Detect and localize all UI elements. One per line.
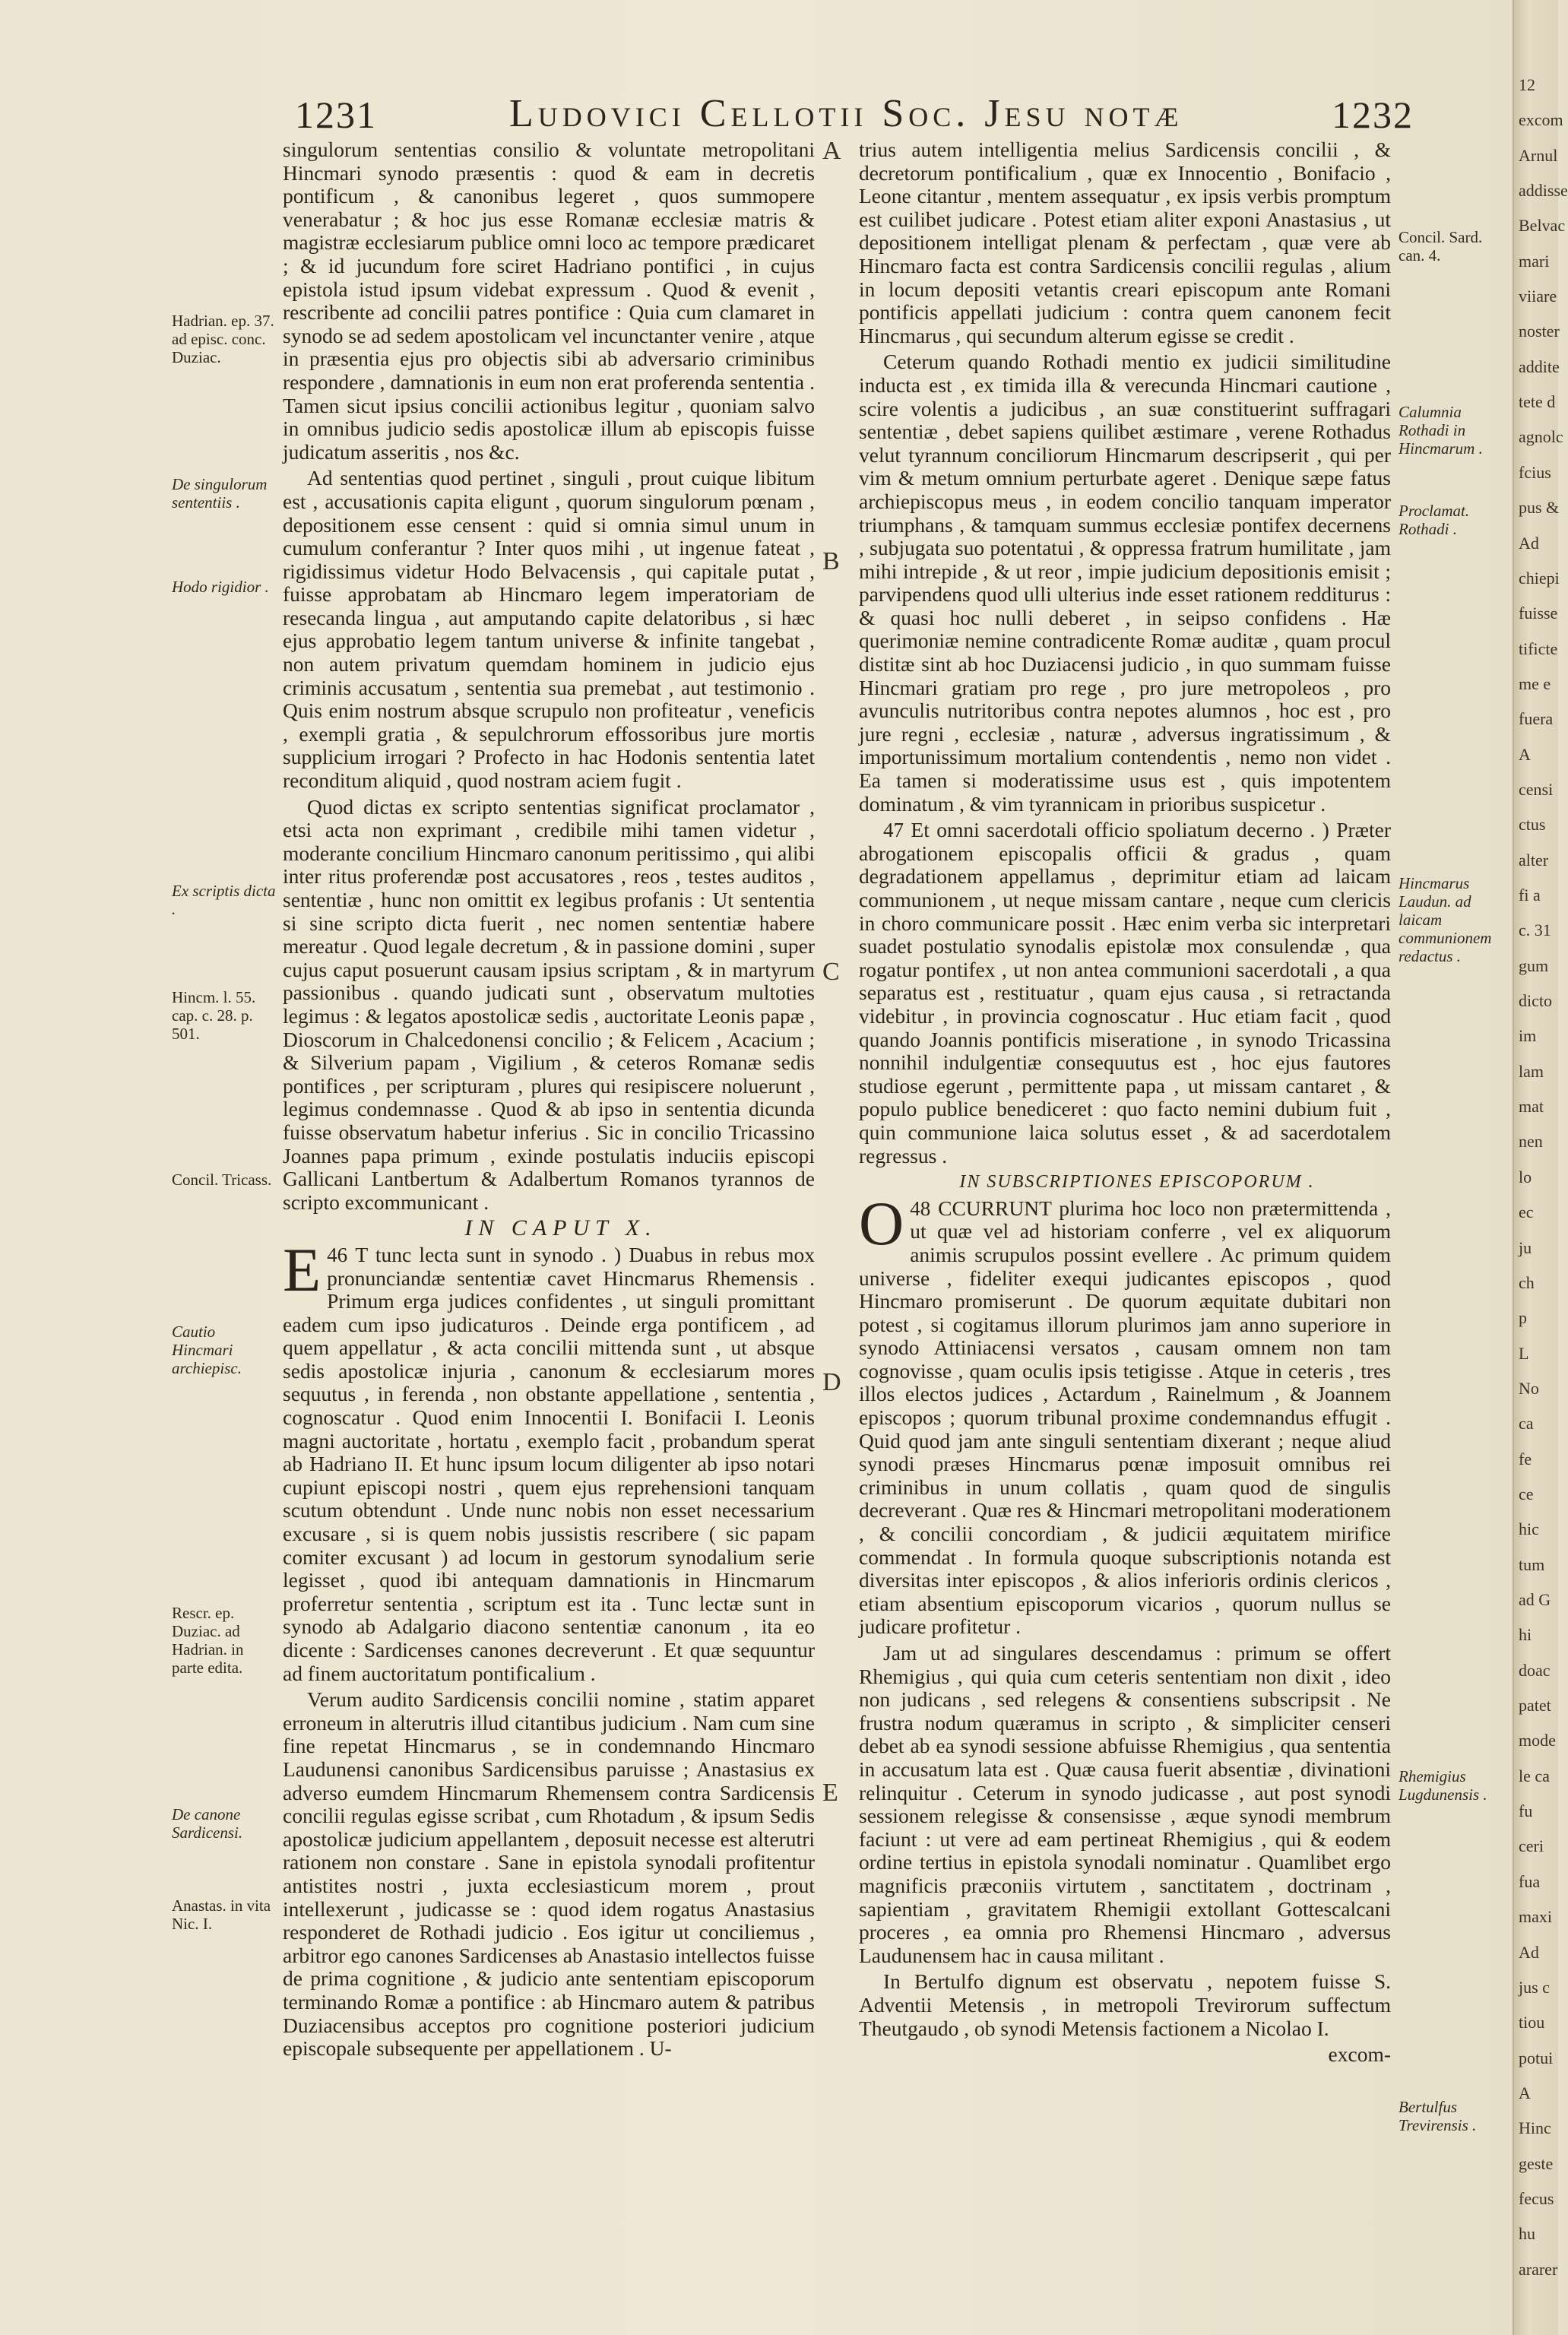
next-page-fragment: L [1519, 1343, 1529, 1363]
drop-cap-e: E [283, 1234, 322, 1304]
left-paragraph-4 [283, 1234, 815, 1685]
next-page-fragment: viiare [1519, 287, 1557, 306]
next-page-fragment: me e [1519, 673, 1551, 693]
margin-note-concil-tricass: Concil. Tricass. [172, 1171, 272, 1189]
next-page-fragment: pus & [1519, 498, 1560, 518]
next-page-fragment: geste [1519, 2153, 1554, 2173]
next-page-fragment: tificte [1519, 638, 1558, 658]
next-page-fragment: addisse [1519, 181, 1568, 201]
next-page-fragment: alter [1519, 850, 1549, 870]
right-paragraph-2: Ceterum quando Rothadi mentio ex judicii similitudine inducta est , ex timida illa & verecunda Hincmari cautione , scire volentis a judicibus , an suæ constituerint suffragari sententiæ , debet sapiens quilibet æstimare , verene Rothadus velut tyrannum conciliorum Hincmarum descripserit , qui per vim & metum omnium perturbate ageret . Denique sæpe fatus archiepiscopus meus , in eodem concilio tanquam imperator triumphans , & tamquam summus ecclesiæ pontifex decernens , subjugata suo potentatui , & oppressa fratrum humilitate , jam mihi intrepide , & ut reor , impie judicium depositionis emisit ; parvipendens quod ulli ulterius inde esset rationem redditurus : & quasi hoc nulli deberet , in seipso confidens . Hæ querimoniæ nemine contradicente Romæ auditæ , quam procul distitæ sint ab hoc Duziacensi judicio , in quo summam fuisse Hincmari gratiam pro rege , pro jure metropoleos , pro avunculis nutritoribus contra nepotes alumnos , hoc est , pro jure regni , ecclesiæ , naturæ , adversus ingratissimum , & importunissimum mortalium contendentis , nemo non videt . Ea tamen si moderatissime usus est , quis impotentem dominatum , & vim tyrannicam in prioribus suspicetur . [859, 350, 1391, 816]
margin-note-de-singulorum: De singulorum sententiis . [172, 475, 268, 512]
next-page-fragment: tiou [1519, 2013, 1545, 2032]
next-page-fragment: ctus [1519, 815, 1546, 835]
left-paragraph-2: Ad sententias quod pertinet , singuli , prout cuique libitum est , accusationis capita eligunt , quorum singulorum pœnam , depositionem esse censent : quid si omnia simul unum in cumulum conferantur ? Inter quos mihi , ut ingenue fateat , rigidissimus videtur Hodo Belvacensis , qui capitale putat , fuisse approbatam ab Hincmaro legem imperatoriam de resecanda lingua , aut amputando capite delatoribus , si hæc ejus approbatio legem tantum universe & infinite tangebat , non autem privatum quemdam hominem in judicio ejus criminis accusatum , sententia sua premebat , aut testimonio . Quis enim nostrum absque scrupulo non profiteatur , veneficis , exempli gratia , & sepulchrorum effossoribus jure mortis supplicium irrogari ? Profecto in hac Hodonis sententia latet reconditum aliquid , quod nostram aciem fugit . [283, 466, 815, 793]
next-page-fragment: ch [1519, 1272, 1535, 1292]
drop-cap-o: O [859, 1188, 904, 1258]
right-paragraph-6: In Bertulfo dignum est observatu , nepotem fuisse S. Adventii Metensis , in metropoli Trevirorum suffectum Theutgaudo , ob synodi Metensis factionem a Nicolao I. [859, 1969, 1391, 2040]
next-page-fragment: fuisse [1519, 604, 1558, 623]
next-page-fragment: Hinc [1519, 2118, 1551, 2138]
margin-note-rhemigius: Rhemigius Lugdunensis . [1399, 1767, 1487, 1804]
right-paragraph-4-text: CCURRUNT plurima hoc loco non prætermittenda , ut quæ vel ad historiam conferre , vel ex aliquorum animis scrupulos possint evellere . Ac primum quidem universe , fideliter exequi judicantes episcopos , quod Hincmaro promiserunt . De quorum æquitate dubitari non potest , si cogitamus illorum plurimos jam anno superiore in synodo Attiniacensi versatos , causam omnem non tam cognovisse , quam oculis ipsis tetigisse . Atque in ceteris , tres illos electos judices , Actardum , Rainelmum , & Joannem episcopos ; quorum tribunal proxime condemnandus effugit . Quid quod jam ante singuli sententiam dixerant ; neque aliud synodi præses Hincmarus pœnæ imposuit omnibus rei criminibus in unum collatis , quam quod de singulis decreverant . Quæ res & Hincmari metropolitani moderationem , & concilii concordiam , & judicii æquitatem mirifice commendat . In formula quoque subscriptionis notanda est diversitas inter episcopos , & alios inferioris ordinis clericos , etiam absentium episcoporum vicarios , quorum nullus se judicare profitetur . [859, 1196, 1391, 1639]
next-page-fragment: A [1519, 744, 1531, 764]
next-page-fragment: fua [1519, 1871, 1541, 1891]
running-title: Ludovici Cellotii Soc. Jesu notæ [509, 92, 1183, 135]
margin-note-cautio: Cautio Hincmari archiepisc. [172, 1323, 242, 1377]
next-page-fragment: chiepi [1519, 568, 1560, 588]
next-page-fragment: Ad [1519, 1942, 1539, 1962]
next-page-fragment: fcius [1519, 462, 1551, 482]
right-paragraph-3 [859, 819, 1391, 1168]
next-page-fragment: fuera [1519, 709, 1554, 729]
next-page-fragment: tete d [1519, 392, 1556, 412]
right-paragraph-4 [859, 1188, 1391, 1639]
catchword: excom- [1328, 2042, 1391, 2067]
left-paragraph-1: singulorum sententias consilio & voluntate metropolitani Hincmari synodo præsentis : quod & eam in decretis pontificum , & canonibus legeret , quos summopere venerabatur ; & hoc jus esse Romanæ ecclesiæ matris & magistræ ecclesiarum publice omni loco ac tempore prædicaret ; & id jucundum fore sciret Hadriano pontifici , in cujus epistola istud ipsum videbat expressum . Quod & evenit , rescribente ad concilii patres pontifice : Quia cum clamaret in synodo se ad sedem apostolicam vel incunctanter venire , atque in præsentia ejus pro objectis sibi ab adversario criminibus respondere , damnationis in eum non erat proferenda sententia . Tamen sicut ipsius concilii actionibus legitur , quoniam salvo in omnibus judicio sedis apostolicæ illum ab episcopis fuisse judicatum asseritis , nos &c. [283, 138, 815, 464]
next-page-fragment: mat [1519, 1097, 1544, 1117]
next-page-fragment: agnolc [1519, 427, 1563, 447]
next-page-fragment: gum [1519, 955, 1549, 975]
next-page-fragment: hu [1519, 2224, 1535, 2244]
margin-note-rescr: Rescr. ep. Duziac. ad Hadrian. in parte edita. [172, 1604, 244, 1677]
note-number-47: 47 [883, 819, 904, 842]
next-page-fragment: ceri [1519, 1836, 1544, 1856]
page-header [289, 85, 1414, 138]
next-page-fragment: hic [1519, 1519, 1539, 1539]
next-page-fragment: lo [1519, 1167, 1532, 1187]
next-page-fragment: fe [1519, 1449, 1532, 1468]
margin-note-hadrian: Hadrian. ep. 37. ad episc. conc. Duziac. [172, 312, 274, 366]
left-paragraph-3: Quod dictas ex scripto sententias significat proclamator , etsi acta non exprimant , credibile mihi tamen videtur , moderante concilium Hincmaro canonum peritissimo , qui alibi inter ritus proferendæ post accusatores , reos , testes auditos , sententiæ , hunc non omittit ex legibus profanis : Ut sententia si sine scripto dicta fuerit , nec nomen sententiæ habere mereatur . Quod legale decretum , & in passione domini , super cujus caput posuerunt causam ipsius scriptam , & in martyrum passionibus . quando judicati sunt , observatum multoties legimus : & legatos apostolicæ sedis , auctoritate Leonis papæ , Dioscorum in Chalcedonensi concilio ; & Felicem , Acacium ; & Silverium papam , Vigilium , & ceteros Romanæ sedis pontifices , per scripturam , plures qui resipiscere noluerunt , legimus condemnasse . Quod & ab ipso in sententia dicunda fuisse observatum habetur inferius . Sic in concilio Tricassino Joannes papa primum , exinde postulatis induciis episcopi Gallicani Lantbertum & Adalbertum Romanos tyrannos de scripto excommunicant . [283, 794, 815, 1214]
next-page-edge [1513, 0, 1568, 2335]
next-page-fragment: dicto [1519, 991, 1552, 1011]
next-page-fragment: ad G [1519, 1590, 1551, 1610]
left-column [283, 138, 815, 2064]
subscriptions-heading: IN SUBSCRIPTIONES EPISCOPORUM . [959, 1172, 1315, 1193]
next-page-fragment: ca [1519, 1414, 1534, 1434]
next-page-fragment: ec [1519, 1202, 1534, 1222]
next-page-fragment: c. 31 [1519, 920, 1551, 940]
section-letter-e: E [822, 1779, 838, 1807]
next-page-fragment: Belvac [1519, 216, 1566, 236]
page-number-left: 1231 [295, 93, 377, 136]
margin-note-concil-sard: Concil. Sard. can. 4. [1399, 228, 1483, 265]
right-paragraph-3-text: Et omni sacerdotali officio spoliatum decerno . ) Præter abrogationem episcopalis officii & gradus , quam degradationem appellamus , deprimitur etiam ad laicam communionem , ut neque missam cantare , neque cum clericis in choro communicare possit . Hæc enim verba sic interpretari suadet postulatio synodalis epistolæ mox consulendæ , qua rogatur pontifex , ut non antea communioni sacerdotali , a qua separatus est , restituatur , quam ejus causa , si retractanda videbitur , in provincia cognoscatur . Huc etiam facit , quod quando Joannis pontificis miseratione , in synodo Tricassina nonnihil indulgentiæ consequutus est , hoc ejus fautores studiose egerunt , permittente papa , ut missam cantaret , & populo publice benediceret : quo facto nemini dubium fuit , quin communione laica solutus esset , & ad sacerdotalem regressus . [859, 818, 1391, 1168]
next-page-fragment: ju [1519, 1237, 1532, 1257]
next-page-fragment: excom [1519, 110, 1563, 130]
next-page-fragment: nen [1519, 1132, 1543, 1152]
section-letter-d: D [822, 1368, 841, 1396]
margin-note-anastas: Anastas. in vita Nic. I. [172, 1896, 271, 1933]
right-column [859, 138, 1391, 2070]
note-number-46: 46 [327, 1243, 348, 1266]
next-page-fragment: patet [1519, 1696, 1551, 1716]
margin-note-bertulfus: Bertulfus Trevirensis . [1399, 2098, 1477, 2134]
next-page-fragment: Arnul [1519, 145, 1558, 165]
next-page-fragment: censi [1519, 779, 1554, 799]
next-page-fragment: mode [1519, 1731, 1556, 1750]
margin-note-proclamat: Proclamat. Rothadi . [1399, 502, 1470, 538]
next-page-fragment: le ca [1519, 1766, 1550, 1785]
next-page-fragment: hi [1519, 1625, 1532, 1645]
next-page-fragment: lam [1519, 1061, 1544, 1081]
right-paragraph-1: trius autem intelligentia melius Sardicensis concilii , & decretorum pontificalium , quæ ex Innocentio , Bonifacio , Leone citantur , mentem assequatur , ex ipsis verbis promptum est cuilibet judicare . Potest etiam aliter exponi Anastasius , ut depositionem intelligat plenam & perfectam , quæ vere ab Hincmaro facta est contra Sardicensis concilii regulas , alium in locum depositi vetantis creari episcopum ante Romani pontificis appellati judicium : contra quem canonem fecit Hincmarus , qui secundum alterum egisse se credit . [859, 138, 1391, 347]
next-page-fragment: tum [1519, 1554, 1545, 1574]
next-page-fragment: addite [1519, 356, 1560, 376]
left-paragraph-4-text: T tunc lecta sunt in synodo . ) Duabus in rebus mox pronunciandæ sententiæ cavet Hincmarus Rhemensis . Primum erga judices confidentes , ut singuli promittant eadem cum ipso judicaturos . Deinde erga pontificem , ad quem appellatur , & acta concilii mittenda sunt , ut absque sedis apostolicæ injuria , canonum & ecclesiarum mores sequutus , in ferenda , non obstante appellatione , sententia , cognoscatur . Quod enim Innocentii I. Bonifacii I. Leonis magni auctoritate , hortatu , exemplo facit , probandum sperat ab Hadriano II. Et hunc ipsum locum diligenter ab ipso notari cupiunt episcopi nostri , quem ejus reprehensioni tanquam scutum obtendunt . Unde nunc nobis non esset necessarium excusare , si is quem nobis jussistis rescribere ( sic papam comiter excusant ) ad locum in gestorum synodalium serie legisset , quod ibi antequam damnationis in Hincmarum proferretur sententia , scriptum est ita . Tunc lectæ sunt in synodo ab Adalgario diacono sententiæ canonum , ita eo dicente : Sardicenses canones decreverunt . Et quæ sequuntur ad finem auctoritatum pontificalium . [283, 1242, 815, 1685]
next-page-fragment: noster [1519, 322, 1560, 341]
next-page-fragment: fi a [1519, 886, 1541, 905]
left-paragraph-5: Verum audito Sardicensis concilii nomine , statim apparet erroneum in alterutris illud citantibus judicium . Nam cum sine fine repetat Hincmarus , se in condemnando Hincmaro Laudunensi canonibus Sardicensibus paruisse ; Anastasius ex adverso eumdem Hincmarum Rhemensem contra Sardicensis concilii regulas egisse scribat , cum Rhotadum , & ipsum Sedis apostolicæ judicium appellantem , deposuit necesse est alterutri rationem non constare . Sane in epistola synodali profitentur antistites nostri , juxta ecclesiasticum morem , prout intellexerunt , judicasse se : quod idem rogatus Anastasius responderet de Rothadi judicio . Eos igitur ut conciliemus , arbitror ego canones Sardicenses ab Anastasio intellectos fuisse de prima cognitione , & judicio ante sententiam episcoporum terminando Romæ a pontifice : ab Hincmaro autem & patribus Duziacensibus acceptos pro cognitione posteriori judicium episcopale subsequente per appellationem . U- [283, 1687, 815, 2061]
next-page-fragment: fecus [1519, 2188, 1554, 2208]
next-page-fragment: fu [1519, 1801, 1533, 1821]
margin-note-hincmarus-laudun: Hincmarus Laudun. ad laicam communionem redactus . [1399, 874, 1492, 965]
next-page-fragment: No [1519, 1378, 1539, 1398]
next-page-fragment: 12 [1519, 75, 1535, 94]
section-letter-b: B [822, 547, 840, 575]
next-page-fragment: A [1519, 2083, 1531, 2102]
next-page-fragment: jus c [1519, 1977, 1550, 1997]
next-page-fragment: ce [1519, 1484, 1534, 1503]
margin-note-ex-scriptis: Ex scriptis dicta . [172, 882, 276, 918]
margin-note-calumnia: Calumnia Rothadi in Hincmarum . [1399, 403, 1483, 458]
note-number-48: 48 [910, 1196, 931, 1220]
next-page-fragment: Ad [1519, 533, 1539, 553]
right-paragraph-5: Jam ut ad singulares descendamus : primum se offert Rhemigius , qui quia cum ceteris sententiam non dixit , ideo non judicans , sed relegens & consentiens subscripsit . Ne frustra nodum quæramus in scripto , & simpliciter censeri debet ab ea synodi sessione abfuisse Rhemigius , qua sententia in accusatum lata est . Quæ causa fuerit absentiæ , divinationi relinquitur . Ceterum in synodo judicasse , aut post synodi sessionem relegisse & consensisse , æque synodi membrum faciunt : ut vere ad eam pertineat Rhemigius , qui & eodem ordine tertius in epistola synodali nominatur . Quamlibet ergo magnificis præconiis virtutem , sanctitatem , doctrinam , sapientiam , gravitatem Rhemigii extollant Gottescalcani proceres , ea omnia pro Rhemensi Hincmaro , adversus Laudunensem hac in causa militant . [859, 1641, 1391, 1967]
next-page-fragment: p [1519, 1308, 1527, 1328]
next-page-fragment: maxi [1519, 1907, 1552, 1927]
section-letter-c: C [822, 958, 840, 986]
page-number-right: 1232 [1332, 93, 1414, 136]
chapter-heading: IN CAPUT X. [464, 1215, 657, 1241]
margin-note-hodo: Hodo rigidior . [172, 578, 269, 596]
margin-note-de-canone: De canone Sardicensi. [172, 1805, 243, 1842]
next-page-fragment: doac [1519, 1660, 1551, 1680]
section-letter-a: A [822, 137, 841, 165]
next-page-fragment: potui [1519, 2048, 1554, 2067]
margin-note-hincm: Hincm. l. 55. cap. c. 28. p. 501. [172, 988, 256, 1043]
next-page-fragment: ararer [1519, 2259, 1558, 2279]
next-page-fragment: im [1519, 1026, 1537, 1046]
next-page-fragment: mari [1519, 251, 1550, 271]
